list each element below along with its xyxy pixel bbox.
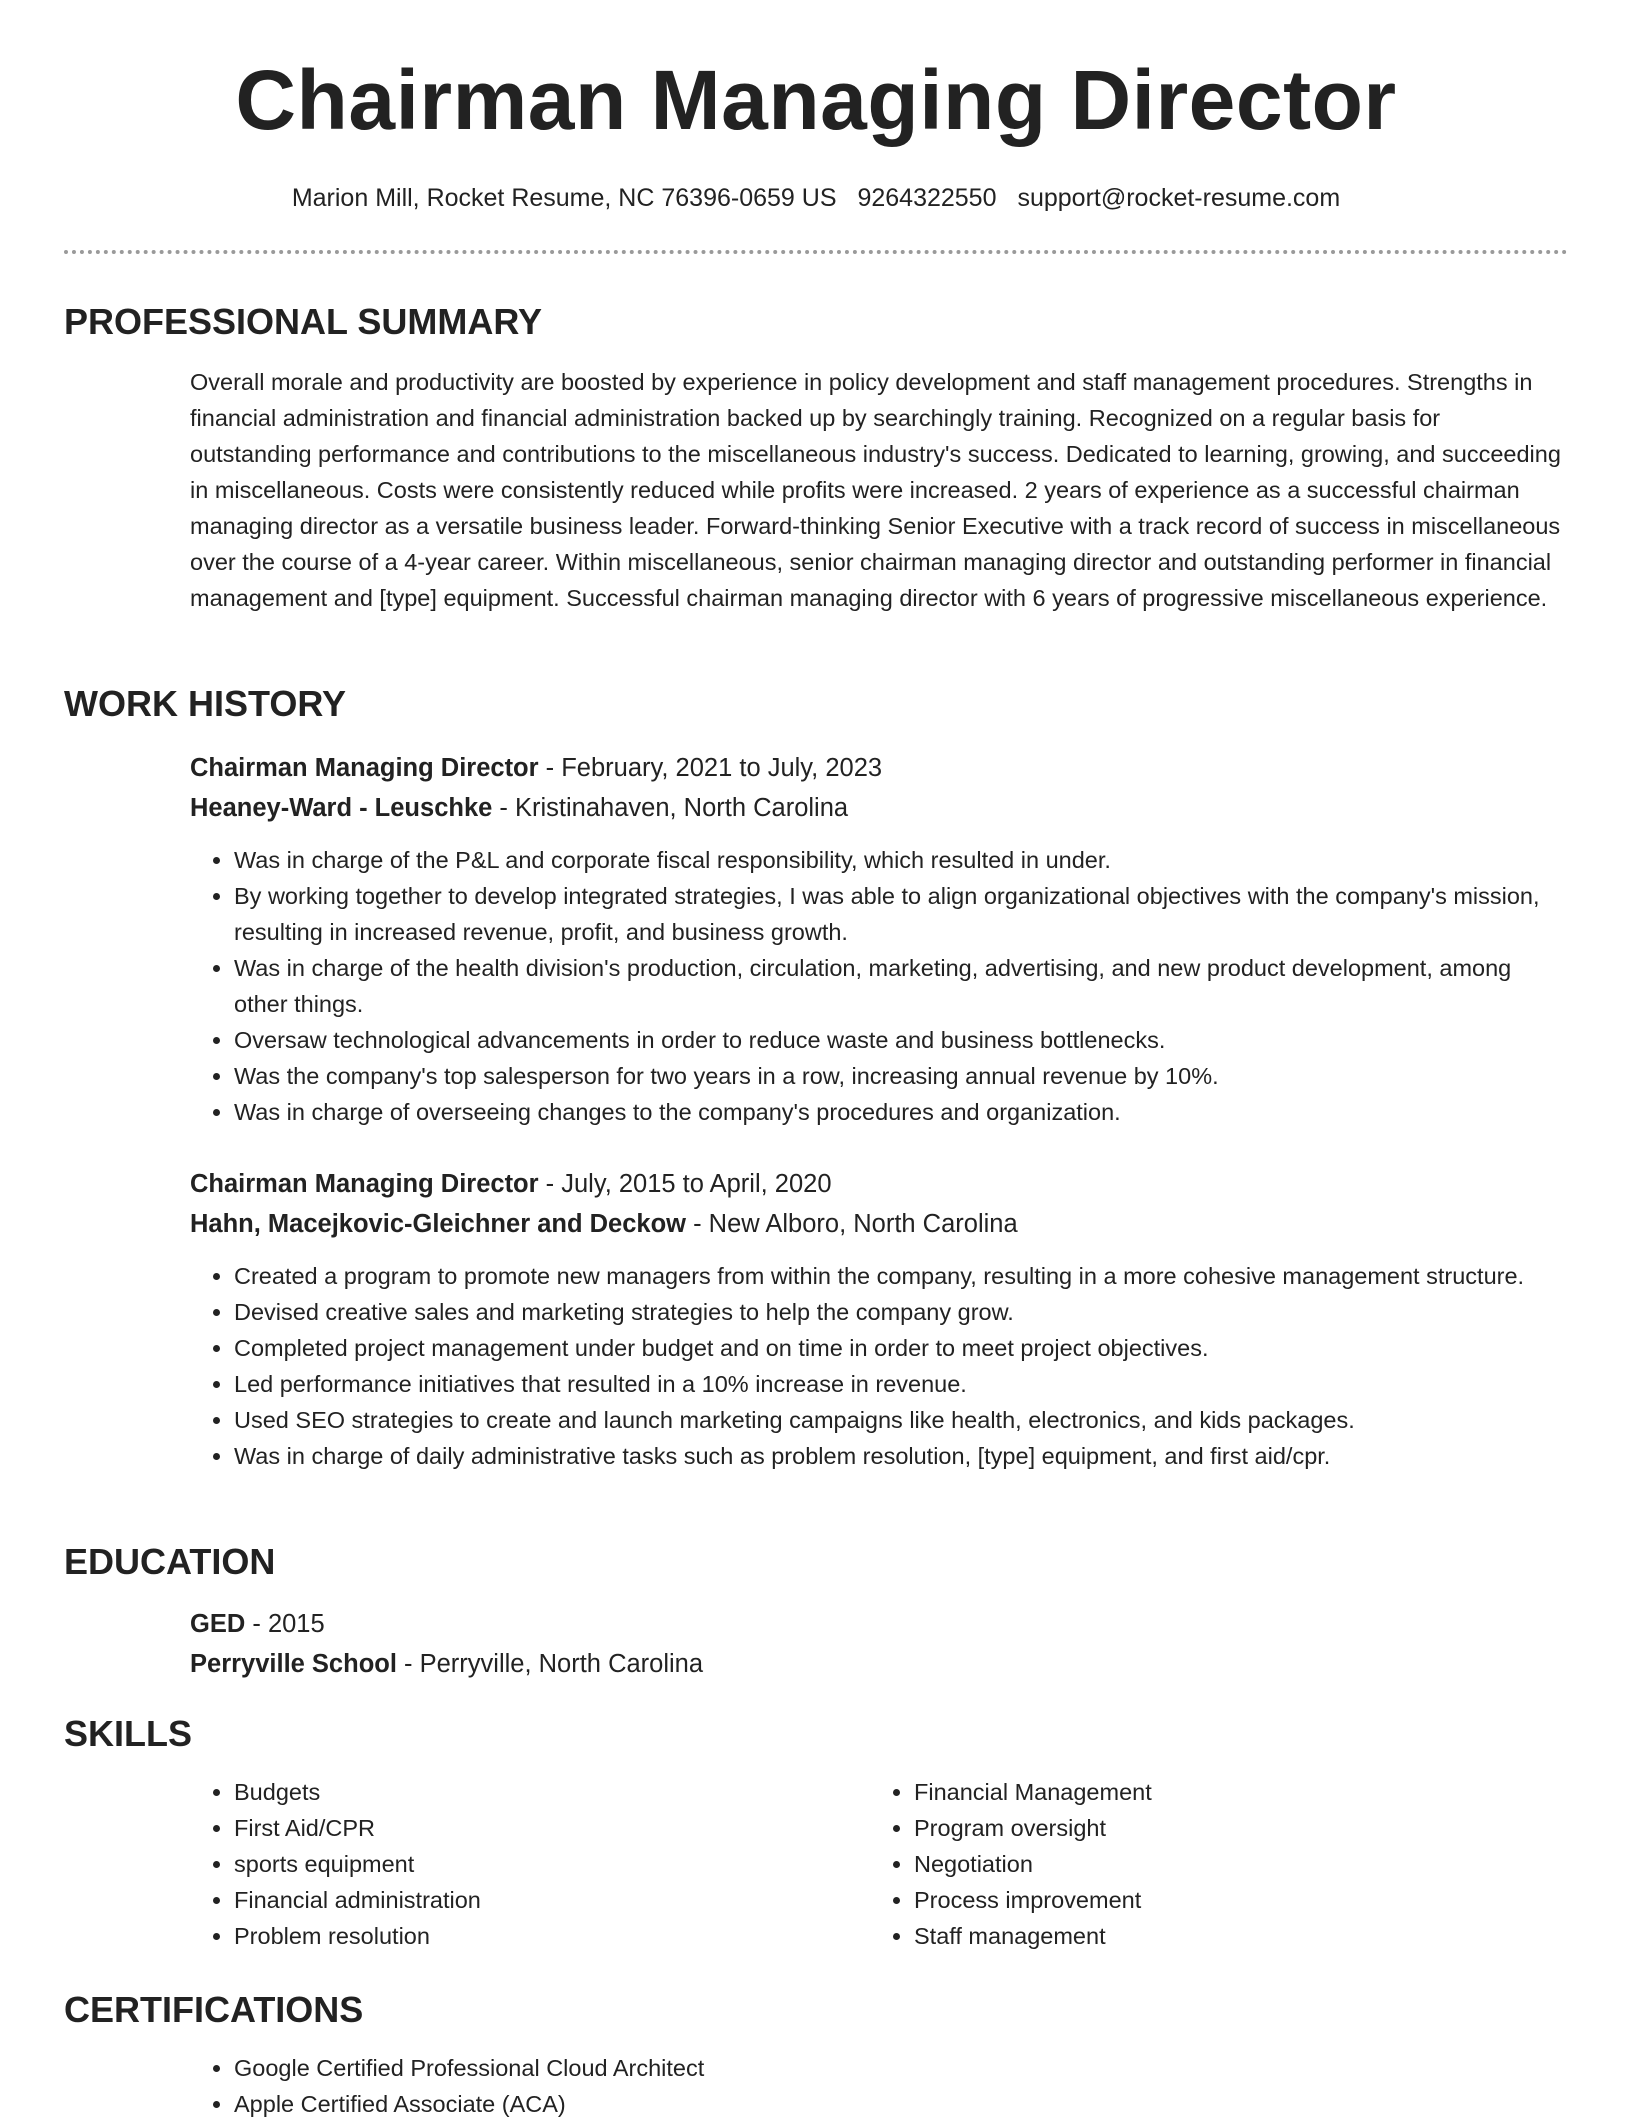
job-bullet: • Was in charge of the P&L and corporate fiscal responsibility, which resulted in under.: [234, 842, 1568, 878]
job-bullet: • Was in charge of overseeing changes to the company's procedures and organization.: [234, 1094, 1568, 1130]
education-school-line: Perryville School - Perryville, North Carolina: [190, 1650, 704, 1678]
education-section: [64, 1540, 1568, 1684]
skills-section: [64, 1712, 1568, 1954]
summary-text: Overall morale and productivity are boosted by experience in policy development and staff management procedures. Strengths in financial administration and financial administration backed up by searchingly training. Recognized on a regular basis for outstanding performance and contributions to the miscellaneous industry's success. Dedicated to learning, growing, and succeeding in miscellaneous. Costs were consistently reduced while profits were increased. 2 years of experience as a successful chairman managing director as a versatile business leader. Forward-thinking Senior Executive with a track record of success in miscellaneous over the course of a 4-year career. Within miscellaneous, senior chairman managing director and outstanding performer in financial management and [type] equipment. Successful chairman managing director with 6 years of progressive miscellaneous experience.: [190, 369, 1561, 611]
education-location: Perryville, North Carolina: [419, 1650, 704, 1678]
skill-item: • Problem resolution: [234, 1918, 870, 1954]
skills-column-left: [190, 1774, 870, 1954]
skills-list-right: [870, 1774, 1550, 1954]
education-year: 2015: [267, 1610, 325, 1638]
skill-item: • First Aid/CPR: [234, 1810, 870, 1846]
summary-section: [64, 300, 1568, 616]
contact-address: Marion Mill, Rocket Resume, NC 76396-0659 US: [291, 184, 837, 212]
skills-list-left: [190, 1774, 870, 1954]
job-location: New Alboro, North Carolina: [708, 1210, 1018, 1238]
job-company-line: Heaney-Ward - Leuschke - Kristinahaven, North Carolina: [190, 794, 849, 822]
skill-item: • Program oversight: [914, 1810, 1550, 1846]
job-bullet: • Was in charge of daily administrative tasks such as problem resolution, [type] equipment, and first aid/cpr.: [234, 1438, 1568, 1474]
work-history-section: [64, 682, 1568, 1474]
job-role-line: Chairman Managing Director - July, 2015 to April, 2020: [190, 1170, 832, 1198]
job-bullet: • Created a program to promote new managers from within the company, resulting in a more cohesive management structure.: [234, 1258, 1568, 1294]
job-company: Heaney-Ward - Leuschke: [190, 794, 493, 822]
certification-item: • Apple Certified Associate (ACA): [234, 2086, 1568, 2122]
job-bullets: [190, 842, 1568, 1130]
skill-item: • Financial Management: [914, 1774, 1550, 1810]
job-role: Chairman Managing Director: [190, 1170, 539, 1198]
skill-item: • Financial administration: [234, 1882, 870, 1918]
job-dates: July, 2015 to April, 2020: [561, 1170, 832, 1198]
job-location: Kristinahaven, North Carolina: [515, 794, 849, 822]
summary-title: PROFESSIONAL SUMMARY: [64, 301, 543, 342]
job-entry: [190, 748, 1568, 1130]
skills-title: SKILLS: [64, 1713, 193, 1754]
work-history-title: WORK HISTORY: [64, 683, 347, 724]
job-bullets: [190, 1258, 1568, 1474]
header-divider: [64, 250, 1568, 254]
skills-column-right: [870, 1774, 1550, 1954]
job-role: Chairman Managing Director: [190, 754, 539, 782]
job-bullet: • Devised creative sales and marketing strategies to help the company grow.: [234, 1294, 1568, 1330]
job-bullet: • Was the company's top salesperson for two years in a row, increasing annual revenue by 10%.: [234, 1058, 1568, 1094]
certifications-section: [64, 1988, 1568, 2122]
skill-item: • sports equipment: [234, 1846, 870, 1882]
skill-item: • Process improvement: [914, 1882, 1550, 1918]
certification-item: • Google Certified Professional Cloud Architect: [234, 2050, 1568, 2086]
education-title: EDUCATION: [64, 1541, 276, 1582]
skills-grid: [190, 1774, 1568, 1954]
education-degree: GED: [190, 1610, 246, 1638]
job-entry: [190, 1164, 1568, 1474]
contact-email: support@rocket-resume.com: [1017, 184, 1341, 212]
job-dates: February, 2021 to July, 2023: [561, 754, 883, 782]
skill-item: • Negotiation: [914, 1846, 1550, 1882]
contact-line: [0, 180, 1632, 216]
job-bullet: • Completed project management under budget and on time in order to meet project objectives.: [234, 1330, 1568, 1366]
job-bullet: • Oversaw technological advancements in order to reduce waste and business bottlenecks.: [234, 1022, 1568, 1058]
job-bullet: • By working together to develop integrated strategies, I was able to align organizational objectives with the company's mission, resulting in increased revenue, profit, and business growth.: [234, 878, 1568, 950]
resume-name: Chairman Managing Director: [235, 53, 1397, 147]
contact-phone: 9264322550: [857, 184, 997, 212]
education-school: Perryville School: [190, 1650, 397, 1678]
job-bullet: • Used SEO strategies to create and launch marketing campaigns like health, electronics, and kids packages.: [234, 1402, 1568, 1438]
job-company: Hahn, Macejkovic-Gleichner and Deckow: [190, 1210, 686, 1238]
skill-item: • Staff management: [914, 1918, 1550, 1954]
job-role-line: Chairman Managing Director - February, 2021 to July, 2023: [190, 754, 883, 782]
job-company-line: Hahn, Macejkovic-Gleichner and Deckow - New Alboro, North Carolina: [190, 1210, 1018, 1238]
job-bullet: • Led performance initiatives that resulted in a 10% increase in revenue.: [234, 1366, 1568, 1402]
skill-item: • Budgets: [234, 1774, 870, 1810]
certifications-title: CERTIFICATIONS: [64, 1989, 364, 2030]
education-degree-line: GED - 2015: [190, 1610, 325, 1638]
job-bullet: • Was in charge of the health division's production, circulation, marketing, advertising, and new product development, among other things.: [234, 950, 1568, 1022]
certifications-list: [190, 2050, 1568, 2122]
